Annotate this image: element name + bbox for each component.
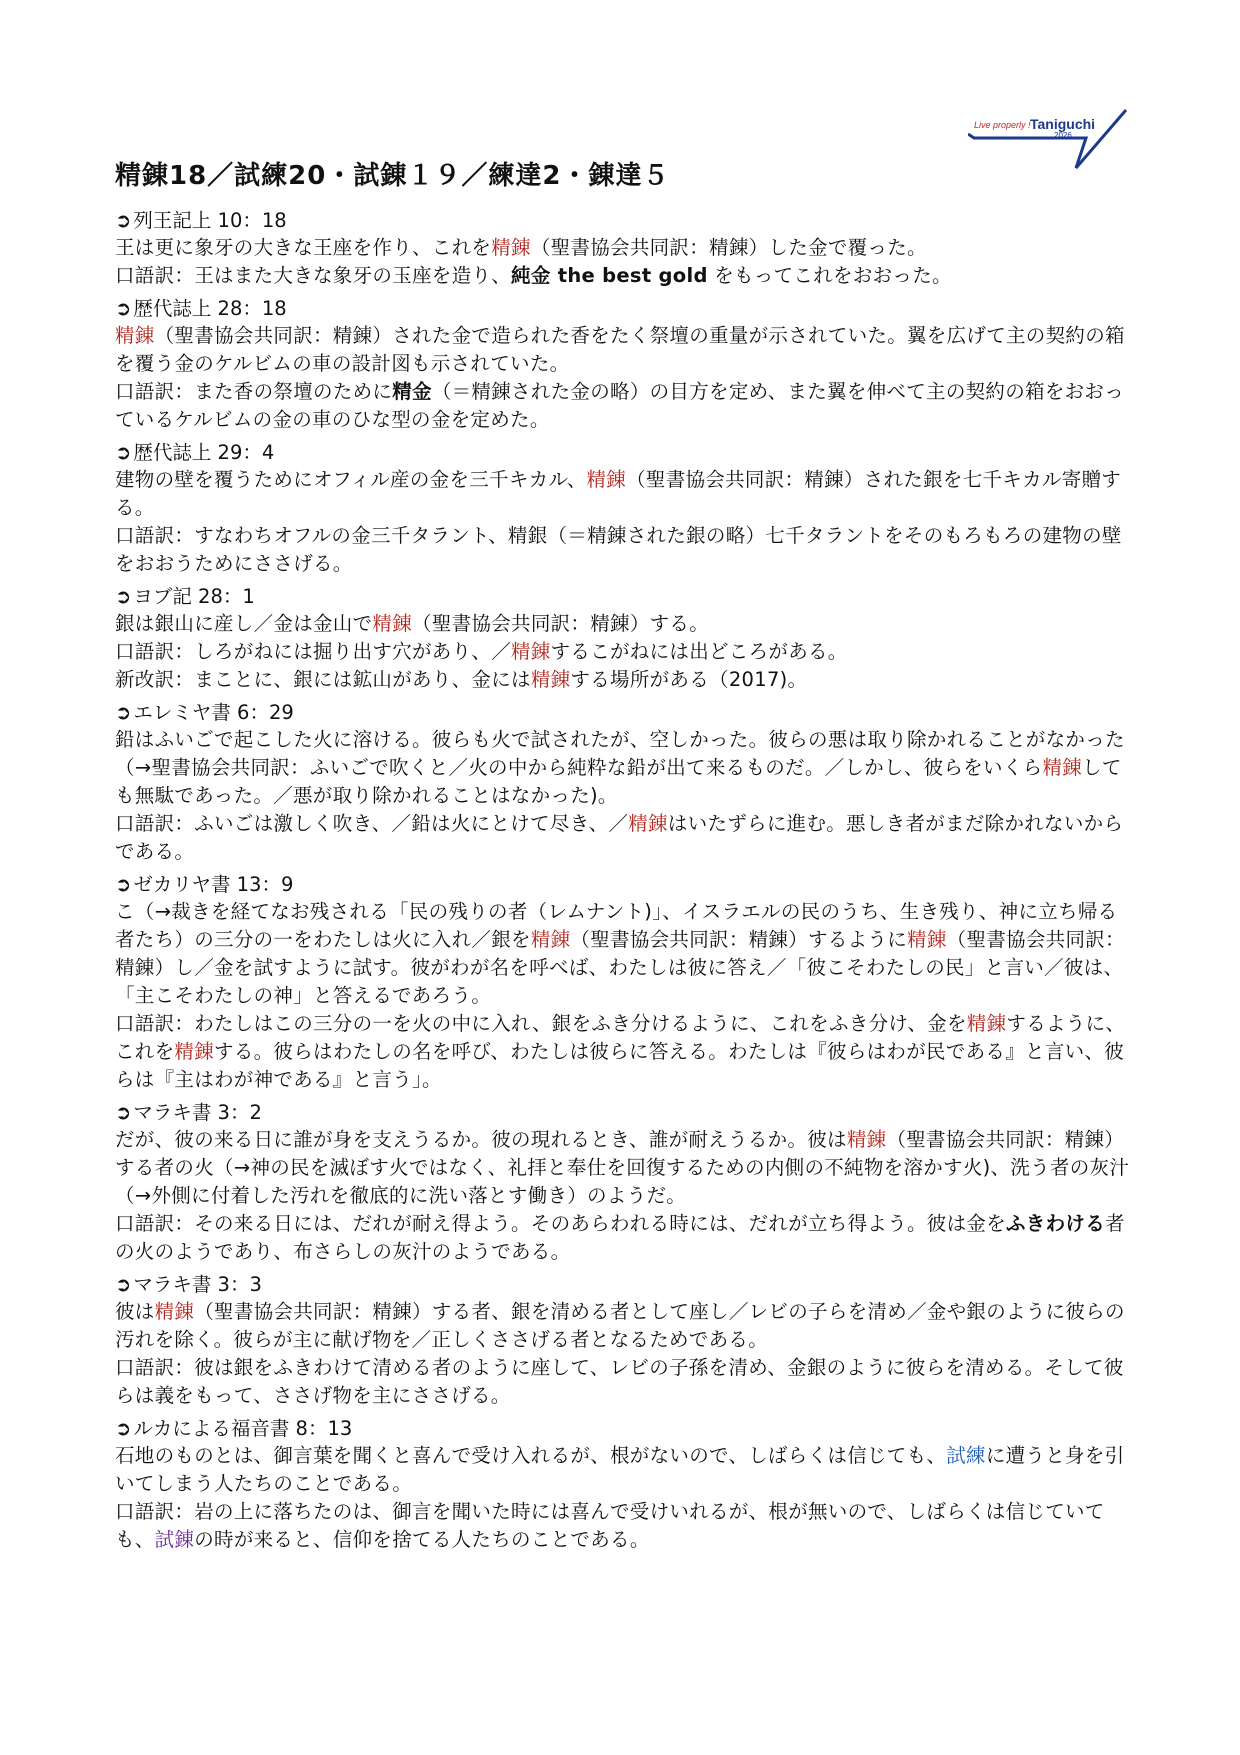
colloquial-translation: 口語訳：しろがねには掘り出す穴があり、／精錬するこがねには出どころがある。 xyxy=(115,640,848,663)
verse-reference: ➲ エレミヤ書 6：29 xyxy=(115,701,294,724)
arrow-icon: ➲ xyxy=(115,585,132,608)
verse-reference: ➲ 列王記上 10：18 xyxy=(115,209,287,232)
verse-section xyxy=(115,872,1135,1094)
verse-text: 銀は銀山に産し／金は金山で精錬（聖書協会共同訳：精錬）する。 xyxy=(115,612,710,635)
verse-reference: ➲ 歴代誌上 28：18 xyxy=(115,297,287,320)
arrow-icon: ➲ xyxy=(115,1417,132,1440)
logo-name: Taniguchi xyxy=(1030,116,1096,132)
arrow-icon: ➲ xyxy=(115,209,132,232)
verse-text: 王は更に象牙の大きな王座を作り、これを精錬（聖書協会共同訳：精錬）した金で覆った。 xyxy=(115,236,927,259)
verse-section xyxy=(115,296,1135,434)
verse-text: 精錬（聖書協会共同訳：精錬）された金で造られた香をたく祭壇の重量が示されていた。翼を広げて主の契約の箱を覆う金のケルビムの車の設計図も示されていた。 xyxy=(115,324,1125,375)
verse-section xyxy=(115,1272,1135,1410)
colloquial-translation: 口語訳：彼は銀をふきわけて清める者のように座して、レビの子孫を清め、金銀のように彼らを清める。そして彼らは義をもって、ささげ物を主にささげる。 xyxy=(115,1356,1124,1407)
arrow-icon: ➲ xyxy=(115,297,132,320)
verse-reference: ➲ ゼカリヤ書 13：9 xyxy=(115,873,294,896)
verse-section xyxy=(115,700,1135,866)
verse-section xyxy=(115,1100,1135,1266)
verse-reference: ➲ マラキ書 3：2 xyxy=(115,1101,262,1124)
verse-reference: ➲ ヨブ記 28：1 xyxy=(115,585,255,608)
arrow-icon: ➲ xyxy=(115,441,132,464)
verse-reference: ➲ マラキ書 3：3 xyxy=(115,1273,262,1296)
verse-text: こ（→裁きを経てなお残される「民の残りの者（レムナント)」、イスラエルの民のうち、生き残り、神に立ち帰る者たち）の三分の一をわたしは火に入れ／銀を精錬（聖書協会共同訳：精錬）するように精錬（聖書協会共同訳：精錬）し／金を試すように試す。彼がわが名を呼べば、わたしは彼に答え／「彼こそわたしの民」と言い／彼は、「主こそわたしの神」と答えるであろう。 xyxy=(115,900,1125,1007)
verse-text: だが、彼の来る日に誰が身を支えうるか。彼の現れるとき、誰が耐えうるか。彼は精錬（聖書協会共同訳：精錬）する者の火（→神の民を滅ぼす火ではなく、礼拝と奉仕を回復するための内側の不純物を溶かす火)、洗う者の灰汁（→外側に付着した汚れを徹底的に洗い落とす働き）のようだ。 xyxy=(115,1128,1130,1207)
arrow-icon: ➲ xyxy=(115,873,132,896)
verse-section xyxy=(115,440,1135,578)
verse-reference: ➲ 歴代誌上 29：4 xyxy=(115,441,275,464)
arrow-icon: ➲ xyxy=(115,1101,132,1124)
logo-year: 2026 xyxy=(1054,131,1072,140)
colloquial-translation: 口語訳：岩の上に落ちたのは、御言を聞いた時には喜んで受けいれるが、根が無いので、しばらくは信じていても、試錬の時が来ると、信仰を捨てる人たちのことである。 xyxy=(115,1500,1105,1551)
verse-text: 彼は精錬（聖書協会共同訳：精錬）する者、銀を清める者として座し／レビの子らを清め／金や銀のように彼らの汚れを除く。彼らが主に献げ物を／正しくささげる者となるためである。 xyxy=(115,1300,1125,1351)
colloquial-translation: 口語訳：すなわちオフルの金三千タラント、精銀（＝精錬された銀の略）七千タラントをそのもろもろの建物の壁をおおうためにささげる。 xyxy=(115,524,1122,575)
verse-reference: ➲ ルカによる福音書 8：13 xyxy=(115,1417,353,1440)
verse-text: 石地のものとは、御言葉を聞くと喜んで受け入れるが、根がないので、しばらくは信じても、試練に遭うと身を引いてしまう人たちのことである。 xyxy=(115,1444,1125,1495)
verse-text: 建物の壁を覆うためにオフィル産の金を三千キカル、精錬（聖書協会共同訳：精錬）された銀を七千キカル寄贈する。 xyxy=(115,468,1122,519)
arrow-icon: ➲ xyxy=(115,701,132,724)
colloquial-translation: 口語訳：王はまた大きな象牙の玉座を造り、純金 the best gold をもってこれをおおった。 xyxy=(115,264,952,287)
colloquial-translation: 口語訳：また香の祭壇のために精金（＝精錬された金の略）の目方を定め、また翼を伸べて主の契約の箱をおおっているケルビムの金の車のひな型の金を定めた。 xyxy=(115,380,1125,431)
verse-section xyxy=(115,584,1135,694)
arrow-icon: ➲ xyxy=(115,1273,132,1296)
colloquial-translation: 口語訳：ふいごは激しく吹き、／鉛は火にとけて尽き、／精錬はいたずらに進む。悪しき者がまだ除かれないからである。 xyxy=(115,812,1124,863)
new-revised-translation: 新改訳：まことに、銀には鉱山があり、金には精錬する場所がある（2017)。 xyxy=(115,668,808,691)
document xyxy=(115,158,1135,1560)
colloquial-translation: 口語訳：わたしはこの三分の一を火の中に入れ、銀をふき分けるように、これをふき分け、金を精錬するように、これを精錬する。彼らはわたしの名を呼び、わたしは彼らに答える。わたしは『彼らはわが民である』と言い、彼らは『主はわが神である』と言う」。 xyxy=(115,1012,1126,1091)
colloquial-translation: 口語訳：その来る日には、だれが耐え得よう。そのあらわれる時には、だれが立ち得よう。彼は金をふきわける者の火のようであり、布さらしの灰汁のようである。 xyxy=(115,1212,1125,1263)
verse-section xyxy=(115,1416,1135,1554)
logo-tagline: Live properly ! xyxy=(974,120,1031,130)
page-title: 精錬18／試練20・試錬１９／練達2・錬達５ xyxy=(115,161,670,191)
verse-section xyxy=(115,208,1135,290)
verse-text: 鉛はふいごで起こした火に溶ける。彼らも火で試されたが、空しかった。彼らの悪は取り除かれることがなかった（→聖書協会共同訳：ふいごで吹くと／火の中から純粋な鉛が出て来るものだ。／しかし、彼らをいくら精錬しても無駄であった。／悪が取り除かれることはなかった)。 xyxy=(115,728,1125,807)
